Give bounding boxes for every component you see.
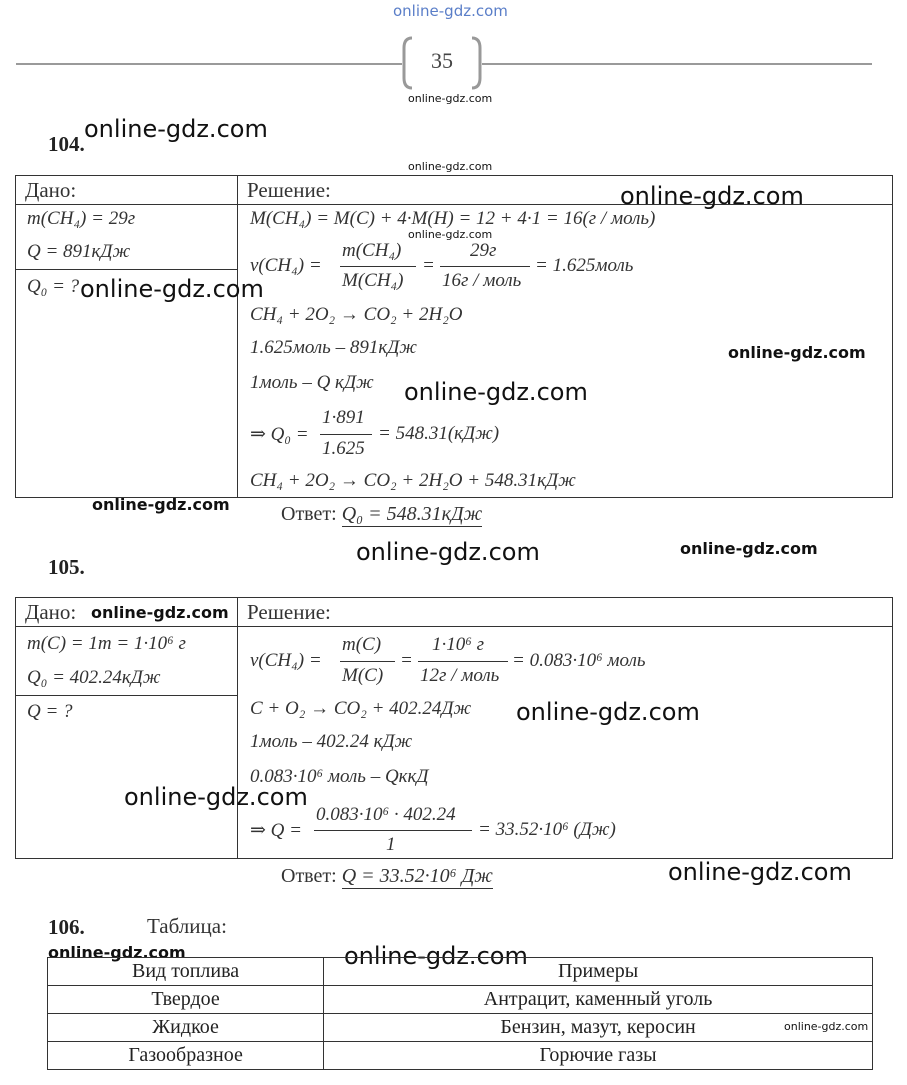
examples-cell: Бензин, мазут, керосин bbox=[324, 1014, 873, 1042]
table-header-row bbox=[48, 958, 873, 986]
fraction-denominator: 12г / моль bbox=[420, 665, 500, 686]
fraction-bar bbox=[440, 266, 530, 267]
watermark: online-gdz.com bbox=[408, 92, 493, 105]
watermark: online-gdz.com bbox=[92, 495, 230, 514]
watermark: online-gdz.com bbox=[84, 115, 268, 143]
watermark: online-gdz.com bbox=[680, 539, 818, 558]
fraction-numerator: 1·10⁶ г bbox=[432, 634, 485, 655]
dano-label: Дано: bbox=[25, 600, 77, 624]
table-row bbox=[48, 1014, 873, 1042]
watermark: online-gdz.com bbox=[784, 1020, 869, 1033]
reshenie-label: Решение: bbox=[247, 600, 331, 624]
fraction-bar bbox=[340, 661, 395, 662]
fuel-type-cell: Твердое bbox=[48, 986, 324, 1014]
watermark: online-gdz.com bbox=[48, 943, 186, 962]
watermark: online-gdz.com bbox=[620, 182, 804, 210]
step-reaction: C + O₂ → CO₂ + 402.24Дж bbox=[250, 698, 472, 719]
watermark: online-gdz.com bbox=[404, 378, 588, 406]
fuel-type-cell: Газообразное bbox=[48, 1042, 324, 1070]
step-q-result: = 33.52·10⁶ (Дж) bbox=[478, 819, 616, 840]
step-moles-result: = 0.083·10⁶ моль bbox=[512, 650, 646, 671]
step-proportion-2: 1моль – Q кДж bbox=[250, 372, 374, 393]
problem-106-number: 106. bbox=[48, 915, 85, 939]
watermark: online-gdz.com bbox=[516, 698, 700, 726]
step-moles-lhs: ν(CH₄) = bbox=[250, 255, 322, 276]
step-molar-mass: M(CH₄) = M(C) + 4·M(H) = 12 + 4·1 = 16(г / моль) bbox=[250, 208, 656, 229]
step-moles-lhs: ν(CH₄) = bbox=[250, 650, 322, 671]
table-row bbox=[48, 986, 873, 1014]
header-fuel-type: Вид топлива bbox=[48, 958, 324, 986]
fraction-numerator: 29г bbox=[470, 240, 497, 261]
watermark: online-gdz.com bbox=[728, 343, 866, 362]
find-value: Q = ? bbox=[27, 701, 73, 722]
watermark: online-gdz.com bbox=[408, 160, 493, 173]
page-number: 35 bbox=[431, 48, 453, 73]
step-proportion-2: 0.083·10⁶ моль – QккД bbox=[250, 766, 429, 787]
watermark: online-gdz.com bbox=[356, 538, 540, 566]
step-reaction: CH₄ + 2O₂ → CO₂ + 2H₂O bbox=[250, 304, 463, 325]
given-heat: Q = 891кДж bbox=[27, 241, 131, 262]
find-value: Q₀ = ? bbox=[27, 276, 80, 297]
given-heat: Q₀ = 402.24кДж bbox=[27, 667, 161, 688]
fuel-type-cell: Жидкое bbox=[48, 1014, 324, 1042]
fraction-bar bbox=[314, 830, 472, 831]
header-examples: Примеры bbox=[324, 958, 873, 986]
header-rule-right bbox=[482, 63, 872, 65]
problem-105-number: 105. bbox=[48, 555, 85, 579]
table-row bbox=[48, 1042, 873, 1070]
examples-cell: Антрацит, каменный уголь bbox=[324, 986, 873, 1014]
fraction-bar bbox=[320, 434, 372, 435]
table-title: Таблица: bbox=[147, 914, 227, 938]
given-mass: m(CH₄) = 29г bbox=[27, 208, 136, 229]
fraction-denominator: 1.625 bbox=[322, 438, 365, 459]
divider bbox=[237, 597, 238, 859]
step-moles-result: = 1.625моль bbox=[535, 255, 634, 276]
answer-105 bbox=[281, 865, 493, 888]
watermark: online-gdz.com bbox=[91, 603, 229, 622]
equals-sign: = bbox=[422, 255, 435, 276]
watermark: online-gdz.com bbox=[668, 858, 852, 886]
reshenie-label: Решение: bbox=[247, 178, 331, 202]
watermark: online-gdz.com bbox=[80, 275, 264, 303]
answer-value: Q₀ = 548.31кДж bbox=[341, 503, 483, 525]
answer-104 bbox=[281, 503, 482, 526]
problem-104-number: 104. bbox=[48, 132, 85, 156]
divider bbox=[237, 175, 238, 498]
fraction-denominator: 16г / моль bbox=[442, 270, 522, 291]
dano-label: Дано: bbox=[25, 178, 77, 202]
step-thermo-equation: CH₄ + 2O₂ → CO₂ + 2H₂O + 548.31кДж bbox=[250, 470, 576, 491]
answer-label: Ответ: bbox=[281, 865, 337, 887]
step-q-lhs: ⇒ Q₀ = bbox=[250, 424, 309, 445]
divider bbox=[15, 269, 237, 270]
fraction-bar bbox=[340, 266, 416, 267]
watermark: online-gdz.com bbox=[124, 783, 308, 811]
fraction-numerator: 0.083·10⁶ · 402.24 bbox=[316, 804, 456, 825]
watermark: online-gdz.com bbox=[408, 228, 493, 241]
watermark: online-gdz.com bbox=[344, 942, 528, 970]
watermark-top: online-gdz.com bbox=[393, 2, 508, 20]
fraction-numerator: m(C) bbox=[342, 634, 382, 655]
answer-label: Ответ: bbox=[281, 503, 337, 525]
fuel-table bbox=[47, 957, 873, 1070]
given-mass: m(C) = 1т = 1·10⁶ г bbox=[27, 633, 186, 654]
header-rule-left bbox=[16, 63, 402, 65]
fraction-denominator: 1 bbox=[386, 834, 396, 855]
fraction-denominator: M(C) bbox=[342, 665, 384, 686]
fraction-denominator: M(CH₄) bbox=[342, 270, 404, 291]
fraction-numerator: 1·891 bbox=[322, 407, 365, 428]
examples-cell: Горючие газы bbox=[324, 1042, 873, 1070]
divider bbox=[15, 626, 893, 627]
page-number-box bbox=[402, 36, 482, 90]
equals-sign: = bbox=[400, 650, 413, 671]
answer-value: Q = 33.52·10⁶ Дж bbox=[341, 865, 493, 887]
fraction-numerator: m(CH₄) bbox=[342, 240, 402, 261]
fraction-bar bbox=[418, 661, 508, 662]
step-q-result: = 548.31(кДж) bbox=[378, 423, 500, 444]
step-proportion-1: 1моль – 402.24 кДж bbox=[250, 731, 413, 752]
step-q-lhs: ⇒ Q = bbox=[250, 820, 302, 841]
divider bbox=[15, 695, 237, 696]
step-proportion-1: 1.625моль – 891кДж bbox=[250, 337, 417, 358]
